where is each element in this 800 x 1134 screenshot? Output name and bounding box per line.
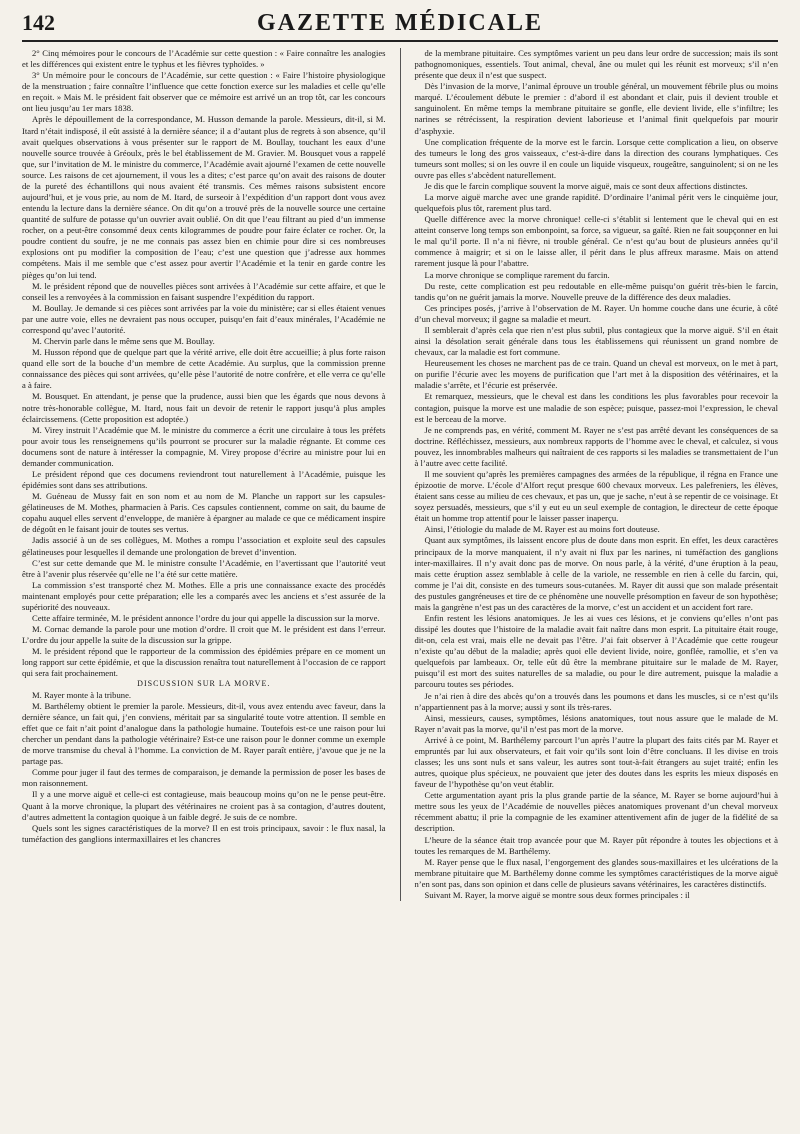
paragraph: Enfin restent les lésions anatomiques. Je les ai vues ces lésions, et je conviens qu’elles n’ont pas dissipé les doutes que l’histoire de la maladie avait fait naître dans mon esprit. La pituitaire était rouge, dit-on, cela est vrai, mais elle ne devait pas l’être. J’ai fait observer à l’Académie que cette rougeur n’existe qu’au début de la maladie; après quoi elle devient livide, noire, gonflée, ramollie, et s’en va quelquefois par lambeaux. Or, telle eût dû être la membrane pituitaire sur le malade de M. Rayer, puisqu’il est mort des suites naturelles de sa maladie, ou pour le dire autrement, puisque la maladie a parcouru toutes ses périodes. (414, 612, 778, 690)
paragraph: Je ne comprends pas, en vérité, comment M. Rayer ne s’est pas arrêté devant les conséquences de sa doctrine. Réfléchissez, messieurs, aux nombreux rapports de l’homme avec le cheval, et calculez, si vous pouvez, les innombrables malheurs qui naîtraient de ces rapports si les maladies se transmettaient de l’un à l’autre avec cette facilité. (414, 424, 778, 468)
paragraph: C’est sur cette demande que M. le ministre consulte l’Académie, en l’avertissant que l’autorité veut être à l’avenir plus réservée qu’elle ne l’a été sur cette matière. (22, 557, 386, 579)
paragraph: Une complication fréquente de la morve est le farcin. Lorsque cette complication a lieu, on observe des tumeurs le long des gros vaisseaux, c’est-à-dire dans la direction des courans lymphatiques. Ces tumeurs sont molles; si on les ouvre il en coule un liquide visqueux, rougeâtre, sanguinolent; si on ne les ouvre pas elles s’abcèdent naturellement. (414, 136, 778, 180)
section-heading: DISCUSSION SUR LA MORVE. (137, 679, 271, 689)
paragraph: M. Guéneau de Mussy fait en son nom et au nom de M. Planche un rapport sur les capsules-gélatineuses de M. Mothes, pharmacien à Paris. Ces capsules contiennent, comme on sait, du baume de copahu auquel elles servent d’enveloppe, de manière à épargner au malade ce que ce médicament inspire de dégoût en le faisant jouir de toutes ses vertus. (22, 491, 386, 535)
paragraph: M. Rayer pense que le flux nasal, l’engorgement des glandes sous-maxillaires et les ulcérations de la membrane pituitaire que M. Barthélemy donne comme les symptômes caractéristiques de la morve aiguë n’en sont pas, dans son opinion et dans celle de plusieurs savans vétérinaires, les caractères distinctifs. (414, 856, 778, 889)
column-divider (400, 48, 401, 901)
paragraph: La morve chronique se complique rarement du farcin. (424, 269, 610, 280)
paragraph: Et remarquez, messieurs, que le cheval est dans les conditions les plus favorables pour recevoir la contagion, puisque la morve est une maladie de son espèce; puisque, passez-moi l’expression, le cheval est le berceau de la morve. (414, 391, 778, 424)
paragraph: L’heure de la séance était trop avancée pour que M. Rayer pût répondre à toutes les objections et à toutes les remarques de M. Barthélemy. (414, 834, 778, 856)
paragraph: Quels sont les signes caractéristiques de la morve? Il en est trois principaux, savoir : le flux nasal, la tuméfaction des ganglions intermaxillaires et les chancres (22, 822, 386, 844)
paragraph: M. le président répond que de nouvelles pièces sont arrivées à l’Académie sur cette affaire, et que le conseil les a renvoyées à la commission en faisant suspendre l’expédition du rapport. (22, 280, 386, 302)
paragraph: Ces principes posés, j’arrive à l’observation de M. Rayer. Un homme couche dans une écurie, à côté d’un cheval morveux; il gagne sa maladie et meurt. (414, 302, 778, 324)
paragraph: M. Cornac demande la parole pour une motion d’ordre. Il croit que M. le président est dans l’erreur. L’ordre du jour appelle la suite de la discussion sur la grippe. (22, 624, 386, 646)
right-column (415, 48, 779, 901)
paragraph: Je dis que le farcin complique souvent la morve aiguë, mais ce sont deux affections distinctes. (424, 180, 748, 191)
paragraph: Il me souvient qu’après les premières campagnes des armées de la république, il régna en France une épizootie de morve. L’école d’Alfort reçut presque 600 chevaux morveux. Les palefreniers, les élèves, étaient sans cesse au milieu de ces chevaux, et pas un, que je sache, n’eut à se repentir de ce voisinage. Et soyez persuadés, messieurs, que s’il y eut eu un seul exemple de contagion, le directeur de cette époque était un homme trop attentif pour le laisser passer inaperçu. (414, 468, 778, 524)
paragraph: Cette argumentation ayant pris la plus grande partie de la séance, M. Rayer se borne aujourd’hui à mettre sous les yeux de l’Académie de nouvelles pièces anatomiques provenant d’un cheval morveux récemment abattu; il prie la compagnie de les examiner attentivement afin de juger de la fidélité de sa description. (414, 790, 778, 834)
paragraph: Il y a une morve aiguë et celle-ci est contagieuse, mais beaucoup moins qu’on ne le pense peut-être. Quant à la morve chronique, la plupart des vétérinaires ne croient pas à sa contagion, d’autres doutent, d’autres admettent la contagion quoique à un faible degré. Je suis de ce nombre. (22, 789, 386, 822)
paragraph: M. Barthélemy obtient le premier la parole. Messieurs, dit-il, vous avez entendu avec faveur, dans la dernière séance, un fait qui, j’en conviens, méritait par sa singularité toute votre attention. Il semble en effet que ce fait n’ait point d’analogue dans la pathologie humaine. Toutefois est-ce une raison pour lui chercher un pendant dans la pathologie vétérinaire? Est-ce une raison pour le donner comme un exemple de morve transmise du cheval à l’homme. La conviction de M. Rayer paraît entière, j’avoue que je ne la partage pas. (22, 700, 386, 767)
paragraph: M. le président répond que le rapporteur de la commission des épidémies prépare en ce moment un long rapport sur cette épidémie, et que la discussion renaîtra tout naturellement à l’occasion de ce rapport qui sera fait prochainement. (22, 646, 386, 679)
paragraph: Ainsi, l’étiologie du malade de M. Rayer est au moins fort douteuse. (424, 524, 660, 535)
paragraph: Heureusement les choses ne marchent pas de ce train. Quand un cheval est morveux, on le met à part, on purifie l’écurie avec les moyens de purification que l’art met à la disposition des vétérinaires, et la maladie s’arrête, et l’écurie est préservée. (414, 358, 778, 391)
paragraph: Dès l’invasion de la morve, l’animal éprouve un trouble général, un mouvement fébrile plus ou moins marqué. L’écoulement débute le premier : d’abord il est abondant et clair, puis il devient trouble et sanguinolent. En même temps la membrane pituitaire se gonfle, elle devient livide, elle s’infiltre; les narines se rétrécissent, la respiration devient laborieuse et l’animal finit quelquefois par mourir d’asphyxie. (414, 81, 778, 136)
paragraph: Il semblerait d’après cela que rien n’est plus subtil, plus contagieux que la morve aiguë. S’il en était ainsi la désolation serait générale dans tous les établissemens qui réunissent un grand nombre de chevaux, car la maladie est fort commune. (414, 324, 778, 358)
paragraph: Quant aux symptômes, ils laissent encore plus de doute dans mon esprit. En effet, les deux caractères principaux de la morve manquaient, il n’y avait ni flux par les narines, ni tuméfaction des ganglions inter-maxillaires. Il n’y avait donc pas de morve. On nous parle, à la vérité, d’une éruption à la peau, mais cette éruption assez semblable à celle de la variole, ne ressemble en rien à celle du farcin, qui, comme je l’ai dit, consiste en des tumeurs sous-cutanées. M. Rayer dit aussi que son malade présentait des pustules gangréneuses et tire de ce phénomène une nouvelle présomption en faveur de son hypothèse; mais la gangrène n’est pas un des caractères de la morve, c’est un accident et un accident fort rare. (414, 535, 778, 612)
paragraph: Suivant M. Rayer, la morve aiguë se montre sous deux formes principales : il (424, 889, 690, 900)
paragraph: La commission s’est transporté chez M. Mothes. Elle a pris une connaissance exacte des procédés maintenant employés pour cette préparation; elle les a comparés avec les anciens et s’est assurée de la supériorité des nouveaux. (22, 579, 386, 612)
columns (22, 48, 778, 901)
masthead-title: GAZETTE MÉDICALE (256, 10, 544, 36)
paragraph: Du reste, cette complication est peu redoutable en elle-même puisqu’on guérit très-bien le farcin, tandis qu’on ne guérit jamais la morve. Nouvelle preuve de la différence des deux maladies. (414, 280, 778, 302)
paragraph: La morve aiguë marche avec une grande rapidité. D’ordinaire l’animal périt vers le cinquième jour, quelquefois plus tôt, rarement plus tard. (414, 192, 778, 214)
paragraph: de la membrane pituitaire. Ces symptômes varient un peu dans leur ordre de succession; mais ils sont pathognomoniques, essentiels. Tout animal, cheval, âne ou mulet qui les réunit est morveux; s’il n’en présente que deux il n’est que suspect. (414, 48, 778, 81)
paragraph: Comme pour juger il faut des termes de comparaison, je demande la permission de poser les bases de mon raisonnement. (22, 767, 386, 789)
paragraph: Jadis associé à un de ses collègues, M. Mothes a rompu l’association et exploite seul des capsules gélatineuses pour lesquelles il demande une prolongation de brevet d’invention. (22, 535, 386, 557)
page-header (22, 8, 778, 42)
paragraph: M. Virey instruit l’Académie que M. le ministre du commerce a écrit une circulaire à tous les préfets pour avoir tous les renseignemens qu’ils pourront se procurer sur la maladie régnante. Et comme ces documens sont de nature à intéresser la compagnie, M. Virey propose d’écrire au ministre pour lui en demander communication. (22, 424, 386, 468)
paragraph: 2° Cinq mémoires pour le concours de l’Académie sur cette question : « Faire connaître les analogies et les différences qui existent entre le typhus et les fièvres typhoïdes. » (22, 48, 386, 70)
left-column (22, 48, 386, 901)
paragraph: Après le dépouillement de la correspondance, M. Husson demande la parole. Messieurs, dit-il, si M. Itard n’était indisposé, il eût assisté à la dernière séance; il a d’autant plus de regrets à son absence, qu’il avait quelques observations à vous présenter sur le rapport de M. Boullay, touchant les eaux d’une nouvelle source trouvée à Gréoulx, près le bel établissement de M. Gravier. M. Bousquet vous a rappelé que, sur l’invitation de M. le ministre du commerce, l’Académie avait ajourné l’examen de cette nouvelle source. Les raisons de cet ajournement, il vous les a dites; c’est parce qu’on avait des raisons de douter de la pureté des échantillons qui nous avaient été transmis. Ces mêmes raisons subsistent encore aujourd’hui, et je vous prie, au nom de M. Itard, de surseoir à l’expédition d’un rapport dont vous avez entendu la lecture dans la dernière séance. On dit qu’on a trouvé près de la nouvelle source une certaine quantité de sulfure de potasse qu’un ouvrier avait oublié. On dit que l’eau filtrant au pied d’un immense rocher, on a peut-être consommé deux cents kilogrammes de poudre pour faire éclater ce rocher. Or, la poudre contient du soufre, je ne me connais pas assez bien en chimie pour dire si ces nombreuses explosions ont pu modifier la composition de l’eau; c’est une question que j’adresse aux hommes compétens. Mais il me semble que c’est assez pour avertir l’Académie et la tenir en garde contre les pièges qu’on lui tend. (22, 114, 386, 280)
paragraph: 3° Un mémoire pour le concours de l’Académie, sur cette question : « Faire l’histoire physiologique de la menstruation ; faire connaître l’influence que cette fonction exerce sur les maladies et celle qu’elle en reçoit. » Mais M. le président fait observer que ce mémoire est arrivé un an trop tôt, car les concours ont lieu jusqu’au 1er mars 1838. (22, 70, 386, 114)
paragraph: Cette affaire terminée, M. le président annonce l’ordre du jour qui appelle la discussion sur la morve. (32, 612, 380, 623)
paragraph: M. Rayer monte à la tribune. (32, 689, 132, 700)
paragraph: M. Husson répond que de quelque part que la vérité arrive, elle doit être accueillie; à plus forte raison quand elle sort de la bouche d’un membre de cette Académie. Au surplus, que la commission prenne connaissance des pièces qui sont arrivées, qu’elle pèse l’autorité de notre confrère, et elle verra ce qu’elle a à faire. (22, 347, 386, 391)
page-number: 142 (22, 10, 55, 35)
paragraph: M. Boullay. Je demande si ces pièces sont arrivées par la voie du ministère; car si elles étaient venues par une autre voie, elles ne devraient pas nous occuper, puisqu’en fait d’eaux minérales, l’Académie ne correspond qu’avec l’autorité. (22, 302, 386, 335)
paragraph: Le président répond que ces documens reviendront tout naturellement à l’Académie, puisque les épidémies sont dans ses attributions. (22, 468, 386, 491)
paragraph: M. Bousquet. En attendant, je pense que la prudence, aussi bien que les égards que nous devons à notre très-honorable collègue, M. Itard, nous fait un devoir de retenir le rapport jusqu’à plus amples éclaircissemens. (Cette proposition est adoptée.) (22, 391, 386, 424)
paragraph: M. Chervin parle dans le même sens que M. Boullay. (32, 336, 215, 347)
paragraph: Ainsi, messieurs, causes, symptômes, lésions anatomiques, tout nous assure que le malade de M. Rayer n’avait pas la morve, qu’il n’est pas mort de la morve. (414, 712, 778, 734)
paragraph: Arrivé à ce point, M. Barthélemy parcourt l’un après l’autre la plupart des faits cités par M. Rayer et empruntés par lui aux observateurs, et fait voir qu’ils sont loin d’être concluans. Il les divise en trois classes; les uns sont nuls et sans valeur, les autres sont tout-à-fait étrangers au sujet traité; enfin les autres, quoique plus spécieux, ne pouvaient que jeter des doutes dans les esprits les mieux disposés en faveur de l’hypothèse qu’on veut établir. (414, 734, 778, 790)
paragraph: Quelle différence avec la morve chronique! celle-ci s’établit si lentement que le cheval qui en est atteint conserve long temps son embonpoint, sa force, sa vigueur, sa gaîté. Rien ne fait soupçonner en lui le mal qu’il porte. Il n’a ni fièvre, ni trouble général. Ce n’est qu’au bout de plusieurs années qu’il commence à maigrir; et si on le laisse aller, il périt dans le plus affreux marasme. Mais on attend rarement jusque là pour l’abattre. (414, 214, 778, 269)
paragraph: Je n’ai rien à dire des abcès qu’on a trouvés dans les poumons et dans les muscles, si ce n’est qu’ils n’appartiennent pas à la morve; aussi y sont ils très-rares. (414, 690, 778, 712)
